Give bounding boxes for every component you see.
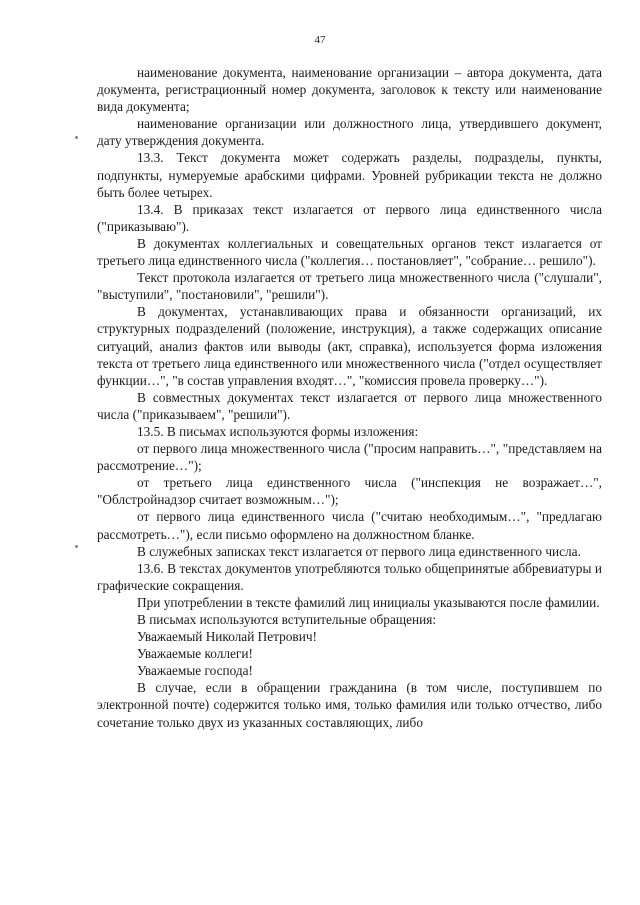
paragraph-13-5: 13.5. В письмах используются формы изложения: [137, 423, 419, 439]
paragraph-doc-requisites: наименование документа, наименование организации – автора документа, дата документа, регистрационный номер документа, заголовок к тексту или наименование вида документа; [97, 65, 602, 115]
salutation-example-2: Уважаемые коллеги! [137, 646, 253, 662]
paragraph-salutations-intro: В письмах используются вступительные обращения: [137, 612, 437, 627]
paragraph-first-person-singular: от первого лица единственного числа ("считаю необходимым…", "предлагаю рассмотреть…"), если письмо оформлено на должностном бланке. [97, 509, 602, 542]
page-number: 47 [314, 34, 326, 46]
paragraph-first-person-plural: от первого лица множественного числа ("просим направить…", "представляем на рассмотрение…"); [97, 441, 602, 474]
paragraph-citizen-appeal: В случае, если в обращении гражданина (в том числе, поступившем по электронной почте) содержится только имя, только фамилия или только отчество, либо сочетание только двух из указанных составляющих, либо [97, 680, 602, 730]
paragraph-initials: При употреблении в тексте фамилий лиц инициалы указываются после фамилии. [137, 594, 600, 610]
salutation-example-1: Уважаемый Николай Петрович! [137, 629, 317, 645]
paragraph-protocol: Текст протокола излагается от третьего лица множественного числа ("слушали", "выступили", "постановили", "решили"). [97, 270, 602, 303]
paragraph-13-6: 13.6. В текстах документов употребляются только общепринятые аббревиатуры и графические сокращения. [97, 560, 602, 593]
scan-dot-mark [75, 545, 78, 548]
paragraph-third-person-singular: от третьего лица единственного числа ("инспекция не возражает…", "Облстройнадзор считает возможным…"); [97, 475, 602, 508]
document-body [97, 64, 602, 731]
scan-dot-mark [75, 136, 78, 139]
salutation-example-3: Уважаемые господа! [137, 663, 253, 679]
paragraph-collegial-bodies: В документах коллегиальных и совещательных органов текст излагается от третьего лица единственного числа ("коллегия… постановляет", "собрание… решило"). [97, 235, 602, 269]
paragraph-approver-requisites: наименование организации или должностного лица, утвердившего документ, дату утверждения документа. [97, 116, 602, 149]
paragraph-service-notes: В служебных записках текст излагается от первого лица единственного числа. [137, 543, 581, 559]
paragraph-13-3: 13.3. Текст документа может содержать разделы, подразделы, пункты, подпункты, нумеруемые арабскими цифрами. Уровней рубрикации текста не должно быть более четырех. [97, 150, 602, 200]
paragraph-13-4: 13.4. В приказах текст излагается от первого лица единственного числа ("приказываю"). [97, 201, 602, 234]
paragraph-rights-documents: В документах, устанавливающих права и обязанности организаций, их структурных подразделений (положение, инструкция), а также содержащих описание ситуаций, анализ фактов или выводы (акт, справка), используется форма изложения текста от третьего лица единственного или множественного числа ("отдел осуществляет функции…", "в состав управления входят…", "комиссия провела проверку…"). [97, 304, 602, 388]
paragraph-joint-documents: В совместных документах текст излагается от первого лица множественного числа ("приказываем", "решили"). [97, 389, 602, 422]
